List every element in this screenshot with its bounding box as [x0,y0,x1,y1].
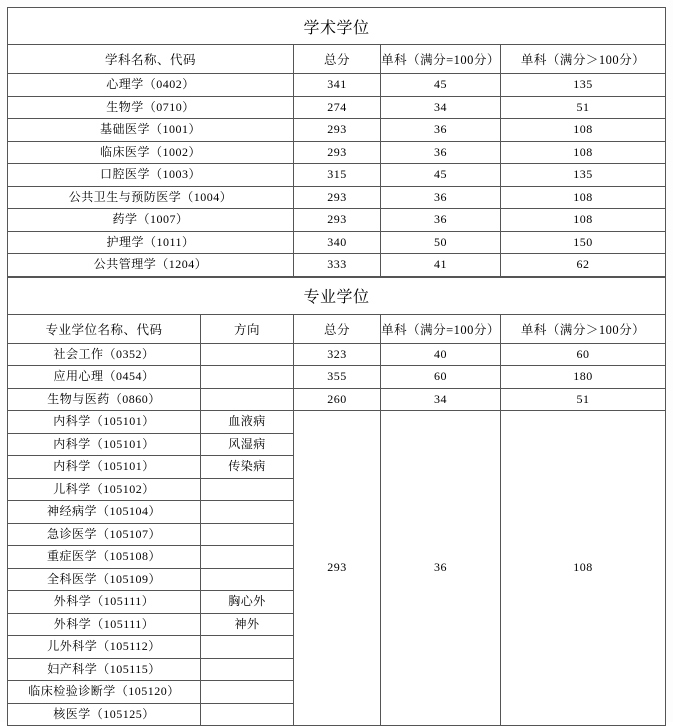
program-name: 生物与医药（0860） [8,388,201,411]
table-row [8,96,666,119]
subject-name: 临床医学（1002） [8,141,294,164]
program-direction [201,546,294,569]
professional-header-direction: 方向 [201,314,294,343]
total-score: 355 [294,366,381,389]
program-direction: 神外 [201,613,294,636]
academic-header-total: 总分 [294,45,381,74]
program-name: 急诊医学（105107） [8,523,201,546]
program-direction: 血液病 [201,411,294,434]
single-gt100-score: 135 [501,74,666,97]
program-name: 临床检验诊断学（105120） [8,681,201,704]
program-direction: 风湿病 [201,433,294,456]
program-direction [201,658,294,681]
professional-header-row [8,314,666,343]
academic-header-single-gt100: 单科（满分＞100分） [501,45,666,74]
program-name: 外科学（105111） [8,591,201,614]
academic-section-title-row [8,8,666,45]
program-direction [201,388,294,411]
total-score: 293 [294,209,381,232]
subject-name: 公共管理学（1204） [8,254,294,277]
program-name: 全科医学（105109） [8,568,201,591]
professional-header-single-gt100: 单科（满分＞100分） [501,314,666,343]
total-score: 293 [294,119,381,142]
table-row [8,231,666,254]
single-gt100-score: 62 [501,254,666,277]
program-direction [201,366,294,389]
program-name: 儿科学（105102） [8,478,201,501]
program-direction [201,523,294,546]
table-row [8,388,666,411]
academic-header-single-eq100: 单科（满分=100分） [381,45,501,74]
program-direction: 胸心外 [201,591,294,614]
program-direction [201,501,294,524]
single-gt100-score: 51 [501,96,666,119]
academic-section-title: 学术学位 [8,8,666,45]
single-eq100-score: 36 [381,186,501,209]
program-name: 内科学（105101） [8,456,201,479]
total-score: 340 [294,231,381,254]
single-gt100-score: 108 [501,209,666,232]
single-eq100-score: 60 [381,366,501,389]
total-score: 323 [294,343,381,366]
subject-name: 公共卫生与预防医学（1004） [8,186,294,209]
table-row [8,164,666,187]
professional-header-single-eq100: 单科（满分=100分） [381,314,501,343]
table-row [8,186,666,209]
total-score: 293 [294,141,381,164]
program-name: 妇产科学（105115） [8,658,201,681]
single-gt100-score: 51 [501,388,666,411]
professional-section-title-row [8,277,666,314]
program-direction [201,568,294,591]
single-eq100-score: 36 [381,141,501,164]
single-eq100-score: 50 [381,231,501,254]
single-gt100-score: 135 [501,164,666,187]
subject-name: 护理学（1011） [8,231,294,254]
professional-section-title: 专业学位 [8,277,666,314]
program-direction [201,681,294,704]
subject-name: 生物学（0710） [8,96,294,119]
program-direction [201,478,294,501]
subject-name: 基础医学（1001） [8,119,294,142]
single-eq100-score: 34 [381,96,501,119]
total-score: 315 [294,164,381,187]
single-gt100-score: 150 [501,231,666,254]
merged-total-score: 293 [294,411,381,726]
academic-degree-table [7,7,666,277]
single-gt100-score: 60 [501,343,666,366]
single-gt100-score: 108 [501,186,666,209]
single-eq100-score: 40 [381,343,501,366]
table-row [8,343,666,366]
total-score: 293 [294,186,381,209]
subject-name: 心理学（0402） [8,74,294,97]
subject-name: 药学（1007） [8,209,294,232]
total-score: 333 [294,254,381,277]
professional-header-name: 专业学位名称、代码 [8,314,201,343]
table-row [8,119,666,142]
table-row [8,141,666,164]
subject-name: 口腔医学（1003） [8,164,294,187]
single-eq100-score: 45 [381,164,501,187]
single-gt100-score: 108 [501,119,666,142]
table-row [8,74,666,97]
program-name: 神经病学（105104） [8,501,201,524]
single-eq100-score: 41 [381,254,501,277]
program-name: 核医学（105125） [8,703,201,726]
single-eq100-score: 36 [381,209,501,232]
academic-header-name: 学科名称、代码 [8,45,294,74]
program-direction [201,343,294,366]
program-name: 外科学（105111） [8,613,201,636]
single-gt100-score: 108 [501,141,666,164]
single-gt100-score: 180 [501,366,666,389]
merged-single-gt100-score: 108 [501,411,666,726]
program-direction: 传染病 [201,456,294,479]
table-row [8,254,666,277]
professional-degree-table [7,277,666,726]
program-name: 社会工作（0352） [8,343,201,366]
single-eq100-score: 45 [381,74,501,97]
total-score: 260 [294,388,381,411]
program-name: 应用心理（0454） [8,366,201,389]
merged-single-eq100-score: 36 [381,411,501,726]
total-score: 341 [294,74,381,97]
single-eq100-score: 34 [381,388,501,411]
program-name: 重症医学（105108） [8,546,201,569]
program-name: 儿外科学（105112） [8,636,201,659]
table-row [8,209,666,232]
academic-header-row [8,45,666,74]
total-score: 274 [294,96,381,119]
table-row [8,411,666,434]
program-name: 内科学（105101） [8,433,201,456]
professional-header-total: 总分 [294,314,381,343]
single-eq100-score: 36 [381,119,501,142]
table-row [8,366,666,389]
program-direction [201,703,294,726]
program-name: 内科学（105101） [8,411,201,434]
program-direction [201,636,294,659]
